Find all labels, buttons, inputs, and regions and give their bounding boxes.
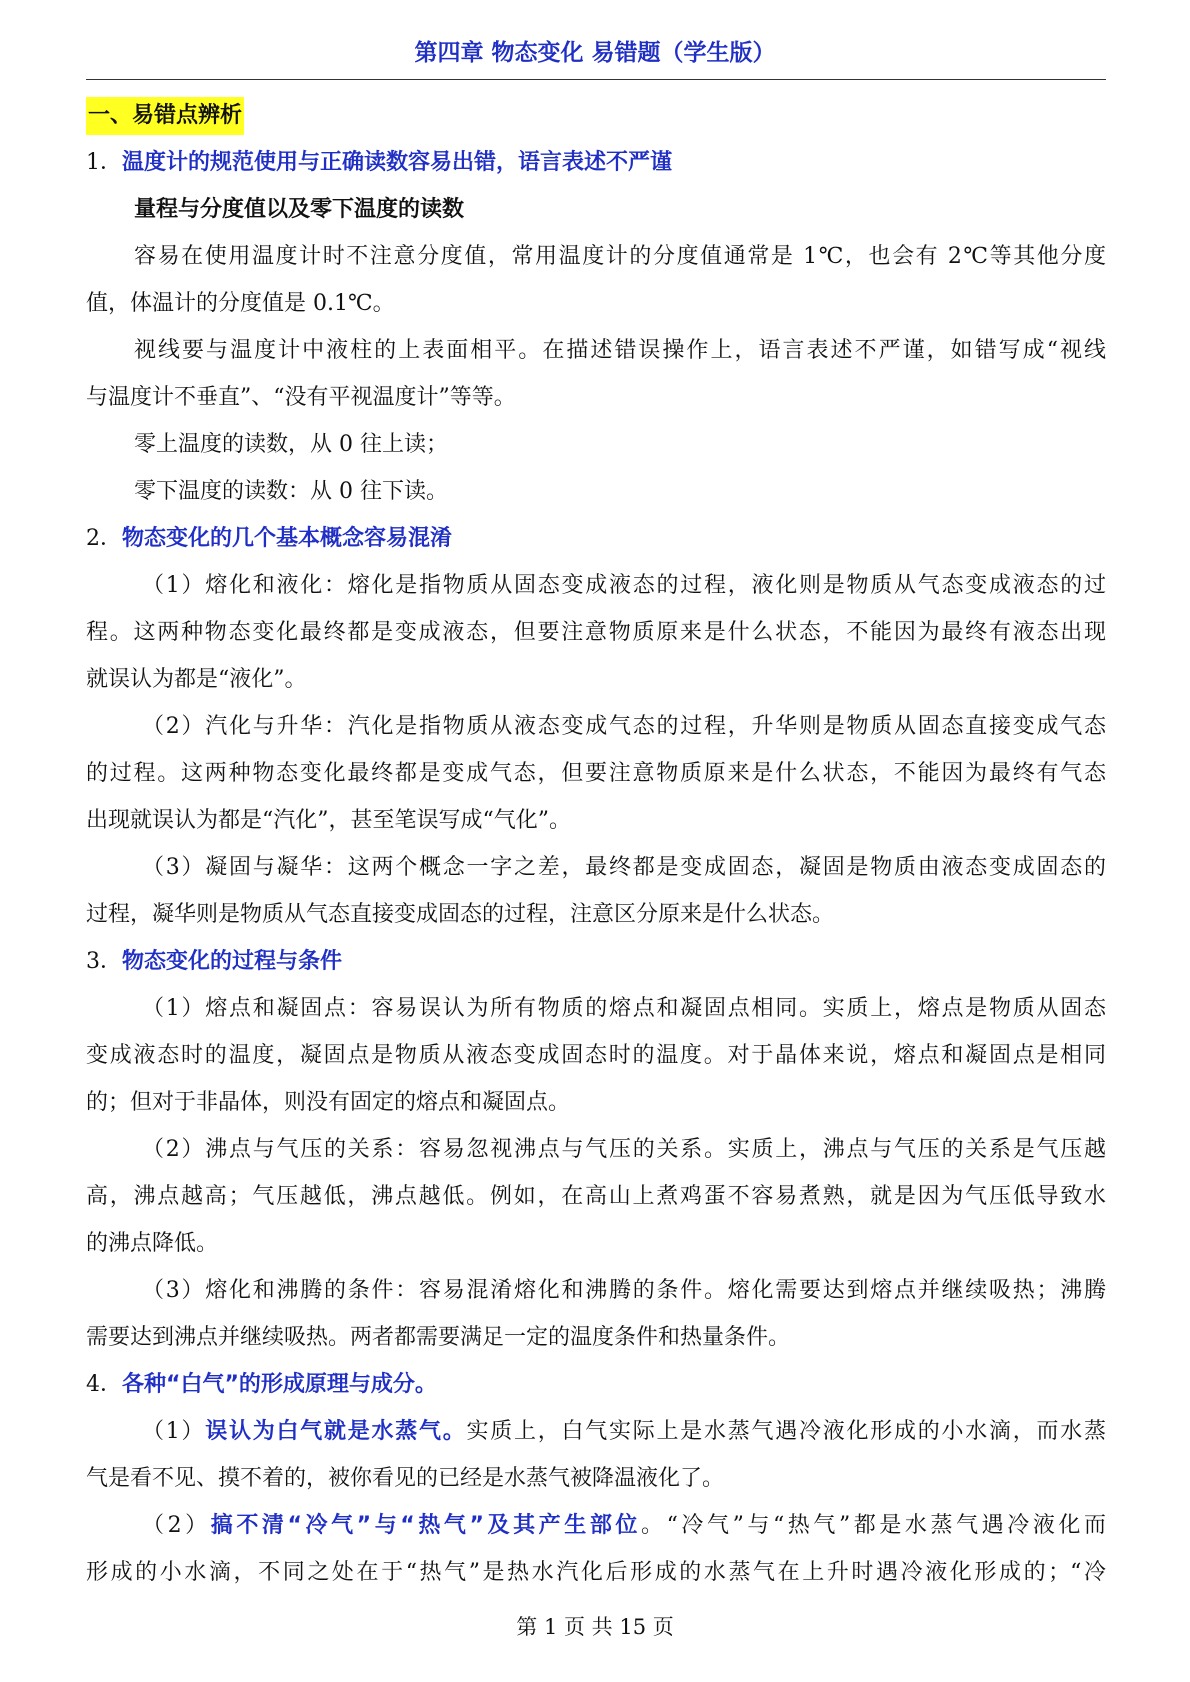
- item-3-heading: [86, 938, 1106, 985]
- paragraph-line: （3）凝固与凝华：这两个概念一字之差，最终都是变成固态，凝固是物质由液态变成固态的: [142, 855, 1106, 880]
- highlighted-phrase: 搞不清“冷气”与“热气”及其产生部位: [210, 1513, 641, 1538]
- item-1-subtitle: 量程与分度值以及零下温度的读数: [134, 197, 465, 222]
- item-title: 物态变化的过程与条件: [122, 949, 343, 974]
- paragraph-line: （2）沸点与气压的关系：容易忽视沸点与气压的关系。实质上，沸点与气压的关系是气压越: [142, 1137, 1106, 1162]
- paragraph-line: （3）熔化和沸腾的条件：容易混淆熔化和沸腾的条件。熔化需要达到熔点并继续吸热；沸腾: [142, 1278, 1106, 1303]
- document-body: [86, 92, 1106, 1596]
- item-number: 4．: [86, 1372, 122, 1397]
- paragraph-prefix: （2）: [142, 1513, 211, 1538]
- paragraph-line: 零下温度的读数：从 0 往下读。: [134, 479, 448, 504]
- item-number: 2．: [86, 526, 122, 551]
- item-number: 3．: [86, 949, 122, 974]
- paragraph-line: 出现就误认为都是“汽化”，甚至笔误写成“气化”。: [86, 808, 571, 833]
- page-number: 第 1 页 共 15 页: [516, 1615, 674, 1639]
- paragraph-line: （2）汽化与升华：汽化是指物质从液态变成气态的过程，升华则是物质从固态直接变成气态: [142, 714, 1106, 739]
- highlighted-phrase: 误认为白气就是水蒸气。: [205, 1419, 467, 1444]
- paragraph-line: 容易在使用温度计时不注意分度值，常用温度计的分度值通常是 1℃，也会有 2℃等其他分度: [134, 244, 1106, 269]
- document-title: 第四章 物态变化 易错题（学生版）: [414, 40, 776, 66]
- item-1-heading: [86, 139, 1106, 186]
- paragraph-line: 形成的小水滴，不同之处在于“热气”是热水汽化后形成的水蒸气在上升时遇冷液化形成的；“冷: [86, 1560, 1106, 1585]
- item-title: 物态变化的几个基本概念容易混淆: [122, 526, 453, 551]
- paragraph-line: 变成液态时的温度，凝固点是物质从液态变成固态时的温度。对于晶体来说，熔点和凝固点是相同: [86, 1043, 1106, 1068]
- paragraph-line: [86, 1502, 1106, 1549]
- paragraph-line: 就误认为都是“液化”。: [86, 667, 307, 692]
- paragraph-line: 程。这两种物态变化最终都是变成液态，但要注意物质原来是什么状态，不能因为最终有液态出现: [86, 620, 1106, 645]
- item-2-heading: [86, 515, 1106, 562]
- paragraph-line: 需要达到沸点并继续吸热。两者都需要满足一定的温度条件和热量条件。: [86, 1325, 791, 1350]
- paragraph-text: 实质上，白气实际上是水蒸气遇冷液化形成的小水滴，而水蒸: [466, 1419, 1106, 1444]
- paragraph-line: 气是看不见、摸不着的，被你看见的已经是水蒸气被降温液化了。: [86, 1466, 725, 1491]
- paragraph-line: 过程，凝华则是物质从气态直接变成固态的过程，注意区分原来是什么状态。: [86, 902, 835, 927]
- paragraph-line: [86, 1408, 1106, 1455]
- paragraph-line: 值，体温计的分度值是 0.1℃。: [86, 291, 395, 316]
- paragraph-line: 视线要与温度计中液柱的上表面相平。在描述错误操作上，语言表述不严谨，如错写成“视线: [134, 338, 1106, 363]
- header-divider: [86, 79, 1106, 80]
- paragraph-line: 的过程。这两种物态变化最终都是变成气态，但要注意物质原来是什么状态，不能因为最终有气态: [86, 761, 1106, 786]
- item-4-heading: [86, 1361, 1106, 1408]
- paragraph-line: 的沸点降低。: [86, 1231, 219, 1256]
- item-number: 1．: [86, 150, 122, 175]
- item-title: 温度计的规范使用与正确读数容易出错，语言表述不严谨: [122, 150, 673, 175]
- section-heading: 一、易错点辨析: [86, 97, 244, 135]
- paragraph-line: 零上温度的读数，从 0 往上读；: [134, 432, 448, 457]
- paragraph-text: 。“冷气”与“热气”都是水蒸气遇冷液化而: [641, 1513, 1106, 1538]
- paragraph-line: （1）熔点和凝固点：容易误认为所有物质的熔点和凝固点相同。实质上，熔点是物质从固态: [142, 996, 1106, 1021]
- paragraph-line: 与温度计不垂直”、“没有平视温度计”等等。: [86, 385, 516, 410]
- paragraph-line: 的；但对于非晶体，则没有固定的熔点和凝固点。: [86, 1090, 571, 1115]
- paragraph-line: 高，沸点越高；气压越低，沸点越低。例如，在高山上煮鸡蛋不容易煮熟，就是因为气压低导致水: [86, 1184, 1106, 1209]
- section-heading-row: [86, 92, 1106, 139]
- item-title: 各种“白气”的形成原理与成分。: [122, 1372, 437, 1397]
- paragraph-line: （1）熔化和液化：熔化是指物质从固态变成液态的过程，液化则是物质从气态变成液态的过: [142, 573, 1106, 598]
- paragraph-prefix: （1）: [142, 1419, 206, 1444]
